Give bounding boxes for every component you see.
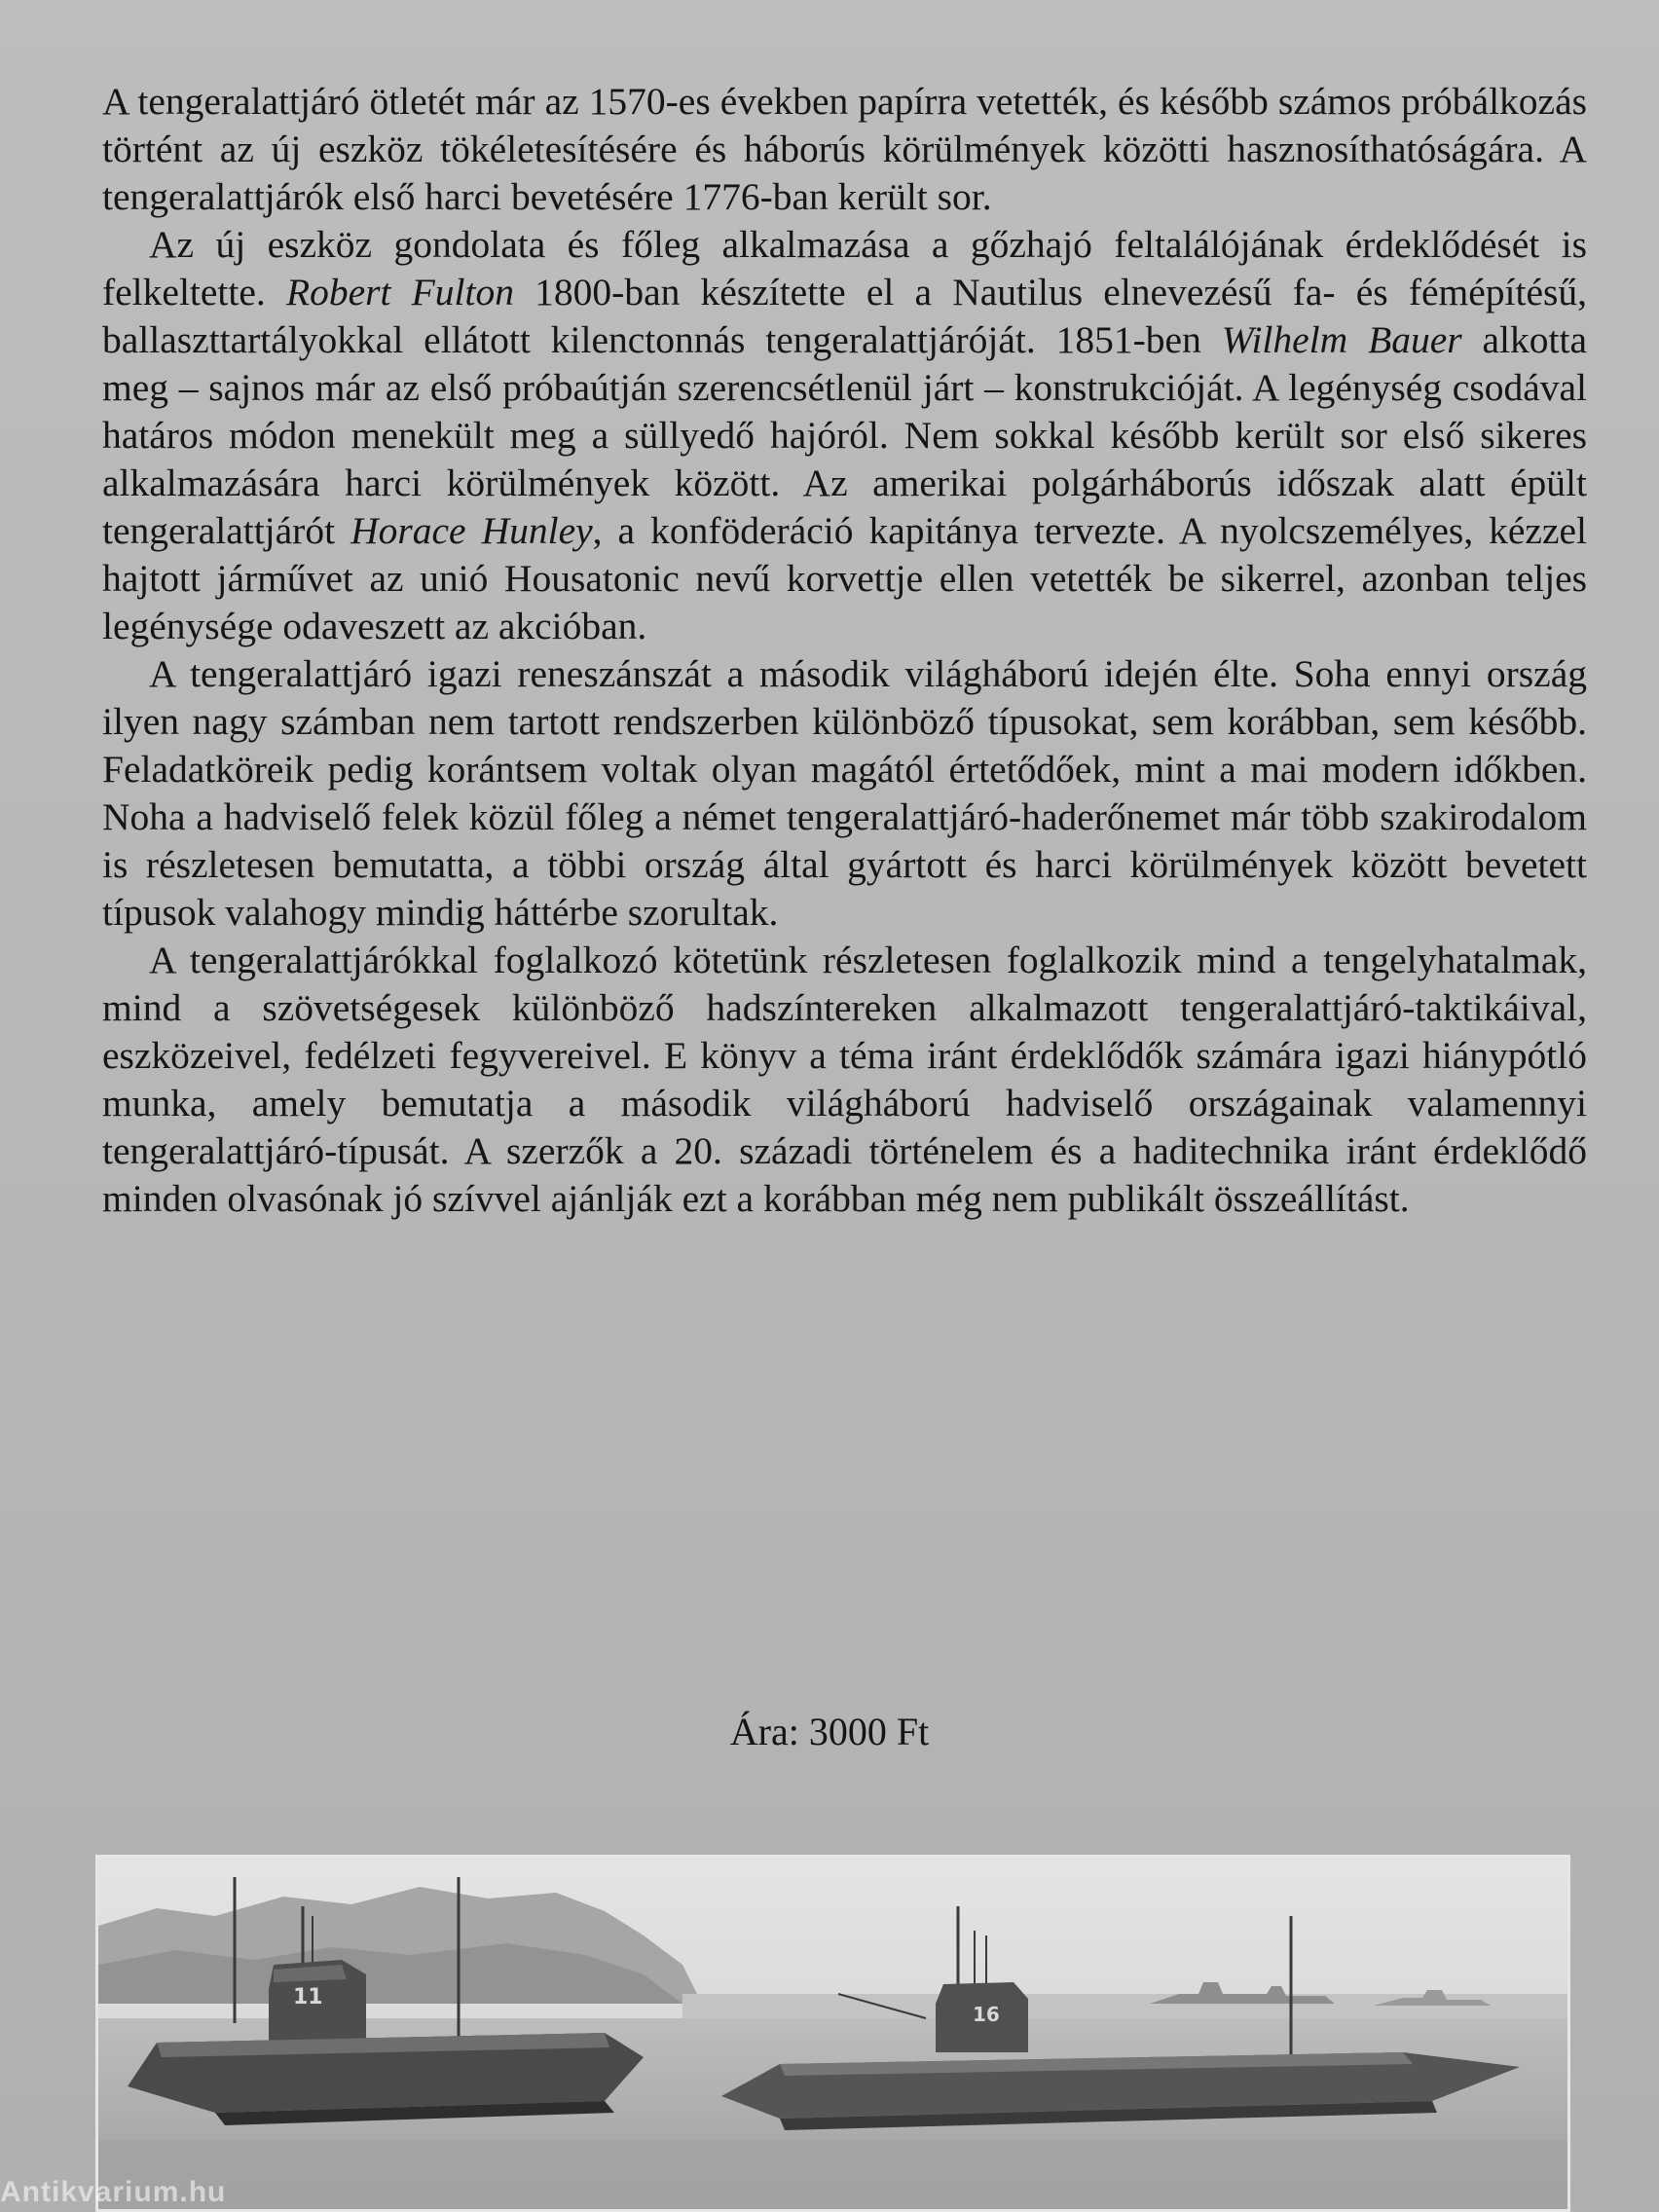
hull-number-right: 16 (973, 2003, 1000, 2026)
paragraph-2-segment-3: 1800-ban készítette el a Nautilus elnevezésű fa- és fémépítésű, ballaszttartályokkal ellátott kilenctonnás tengeralattjáróját. 1851-ben (102, 271, 1587, 361)
name-wilhelm-bauer: Wilhelm Bauer (1221, 318, 1462, 361)
submarines-illustration-svg (98, 1858, 1567, 2209)
paragraph-3 (102, 650, 1587, 937)
paragraph-2-segment-7: , a konföderáció kapitánya tervezte. A nyolcszemélyes, kézzel hajtott járművet az unió Housatonic nevű korvettje ellen vetették be sikerrel, azonban teljes legénysége odaveszett az akcióban. (102, 509, 1587, 647)
paragraph-4 (102, 937, 1587, 1223)
hull-number-left: 11 (293, 1985, 323, 2009)
name-horace-hunley: Horace Hunley (350, 509, 593, 552)
watermark-text: Antikvarium.hu (0, 2176, 227, 2208)
paragraph-2 (102, 221, 1587, 650)
water-foreground (98, 2140, 1567, 2209)
blurb-text (102, 78, 1587, 1223)
submarines-illustration (95, 1855, 1570, 2212)
paragraph-2-segment-5: alkotta meg – sajnos már az első próbaútján szerencsétlenül járt – konstrukcióját. A legénység csodával határos módon menekült meg a süllyedő hajóról. Nem sokkal később került sor első sikeres alkalmazására harci körülmények között. Az amerikai polgárháborús időszak alatt épült tengeralattjárót (102, 318, 1587, 552)
name-robert-fulton: Robert Fulton (285, 271, 514, 313)
price-label: Ára: 3000 Ft (729, 1710, 930, 1753)
paragraph-4-segment-1: A tengeralattjárókkal foglalkozó kötetünk részletesen foglalkozik mind a tengelyhatalmak, mind a szövetségesek különböző hadszíntereken alkalmazott tengeralattjáró-taktikáival, eszközeivel, fedélzeti fegyvereivel. E könyv a téma iránt érdeklődők számára igazi hiánypótló munka, amely bemutatja a második világháború hadviselő országainak valamennyi tengeralattjáró-típusát. A szerzők a 20. századi történelem és a haditechnika iránt érdeklődő minden olvasónak jó szívvel ajánlják ezt a korábban még nem publikált összeállítást. (102, 939, 1587, 1220)
paragraph-1 (102, 78, 1587, 221)
paragraph-1-segment-1: A tengeralattjáró ötletét már az 1570-es években papírra vetették, és később számos próbálkozás történt az új eszköz tökéletesítésére és háborús körülmények közötti hasznosíthatóságára. A tengeralattjárók első harci bevetésére 1776-ban került sor. (102, 80, 1587, 218)
paragraph-3-segment-1: A tengeralattjáró igazi reneszánszát a második világháború idején élte. Soha ennyi ország ilyen nagy számban nem tartott rendszerben különböző típusokat, sem korábban, sem később. Feladatköreik pedig korántsem voltak olyan magától értetődőek, mint a mai modern időkben. Noha a hadviselő felek közül főleg a német tengeralattjáró-haderőnemet már több szakirodalom is részletesen bemutatta, a többi ország által gyártott és harci körülmények között bevetett típusok valahogy mindig háttérbe szorultak. (102, 652, 1587, 934)
paragraph-2-segment-1: Az új eszköz gondolata és főleg alkalmazása a gőzhajó feltalálójának érdeklődését is felkeltette. (102, 223, 1587, 313)
